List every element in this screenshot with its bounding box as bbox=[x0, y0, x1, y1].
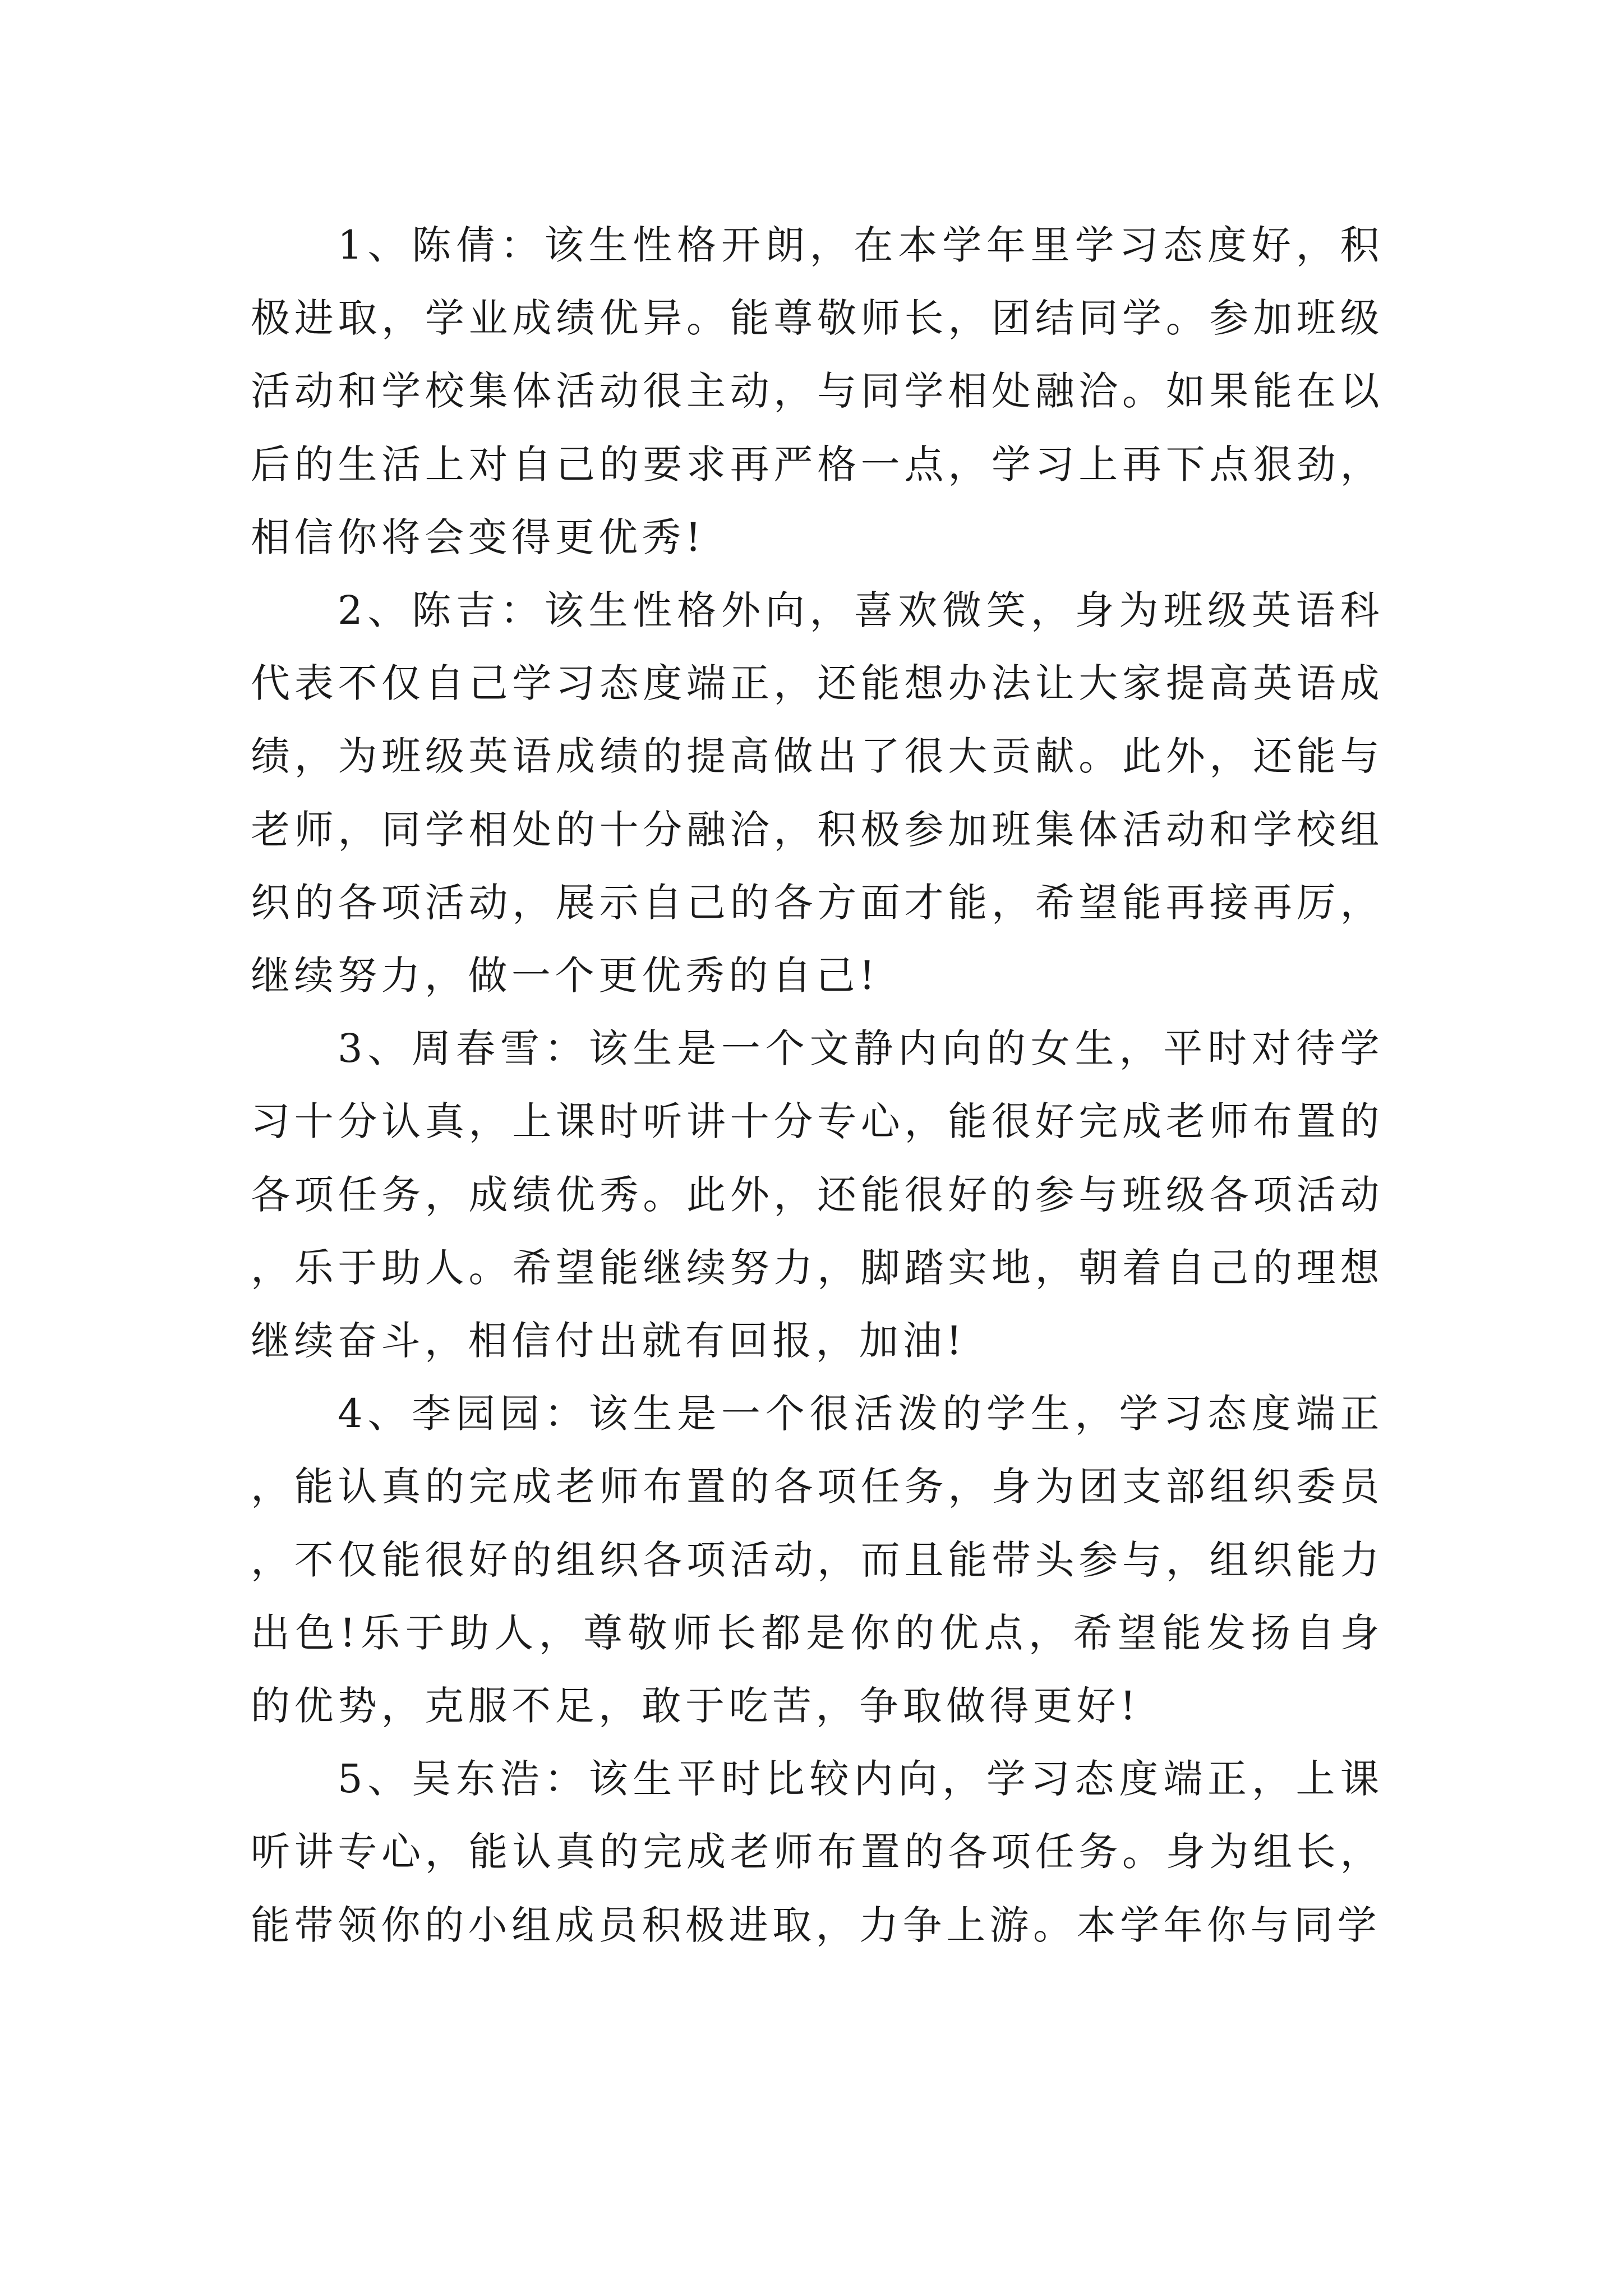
paragraph-5: 5、吴东浩：该生平时比较内向，学习态度端正，上课听讲专心，能认真的完成老师布置的各项任务。身为组长，能带领你的小组成员积极进取，力争上游。本学年你与同学 bbox=[251, 1756, 1384, 1948]
document-body bbox=[251, 209, 1384, 1962]
paragraph-3: 3、周春雪：该生是一个文静内向的女生，平时对待学习十分认真，上课时听讲十分专心，能很好完成老师布置的各项任务，成绩优秀。此外，还能很好的参与班级各项活动，乐于助人。希望能继续努力，脚踏实地，朝着自己的理想继续奋斗，相信付出就有回报，加油! bbox=[251, 1025, 1384, 1364]
paragraph-1: 1、陈倩：该生性格开朗，在本学年里学习态度好，积极进取，学业成绩优异。能尊敬师长，团结同学。参加班级活动和学校集体活动很主动，与同学相处融洽。如果能在以后的生活上对自己的要求再严格一点，学习上再下点狠劲，相信你将会变得更优秀! bbox=[251, 222, 1384, 560]
paragraph-4: 4、李园园：该生是一个很活泼的学生，学习态度端正，能认真的完成老师布置的各项任务，身为团支部组织委员，不仅能很好的组织各项活动，而且能带头参与，组织能力出色!乐于助人，尊敬师长都是你的优点，希望能发扬自身的优势，克服不足，敢于吃苦，争取做得更好! bbox=[251, 1391, 1384, 1729]
paragraph-2: 2、陈吉：该生性格外向，喜欢微笑，身为班级英语科代表不仅自己学习态度端正，还能想办法让大家提高英语成绩，为班级英语成绩的提高做出了很大贡献。此外，还能与老师，同学相处的十分融洽，积极参加班集体活动和学校组织的各项活动，展示自己的各方面才能，希望能再接再厉，继续努力，做一个更优秀的自己! bbox=[251, 587, 1384, 999]
